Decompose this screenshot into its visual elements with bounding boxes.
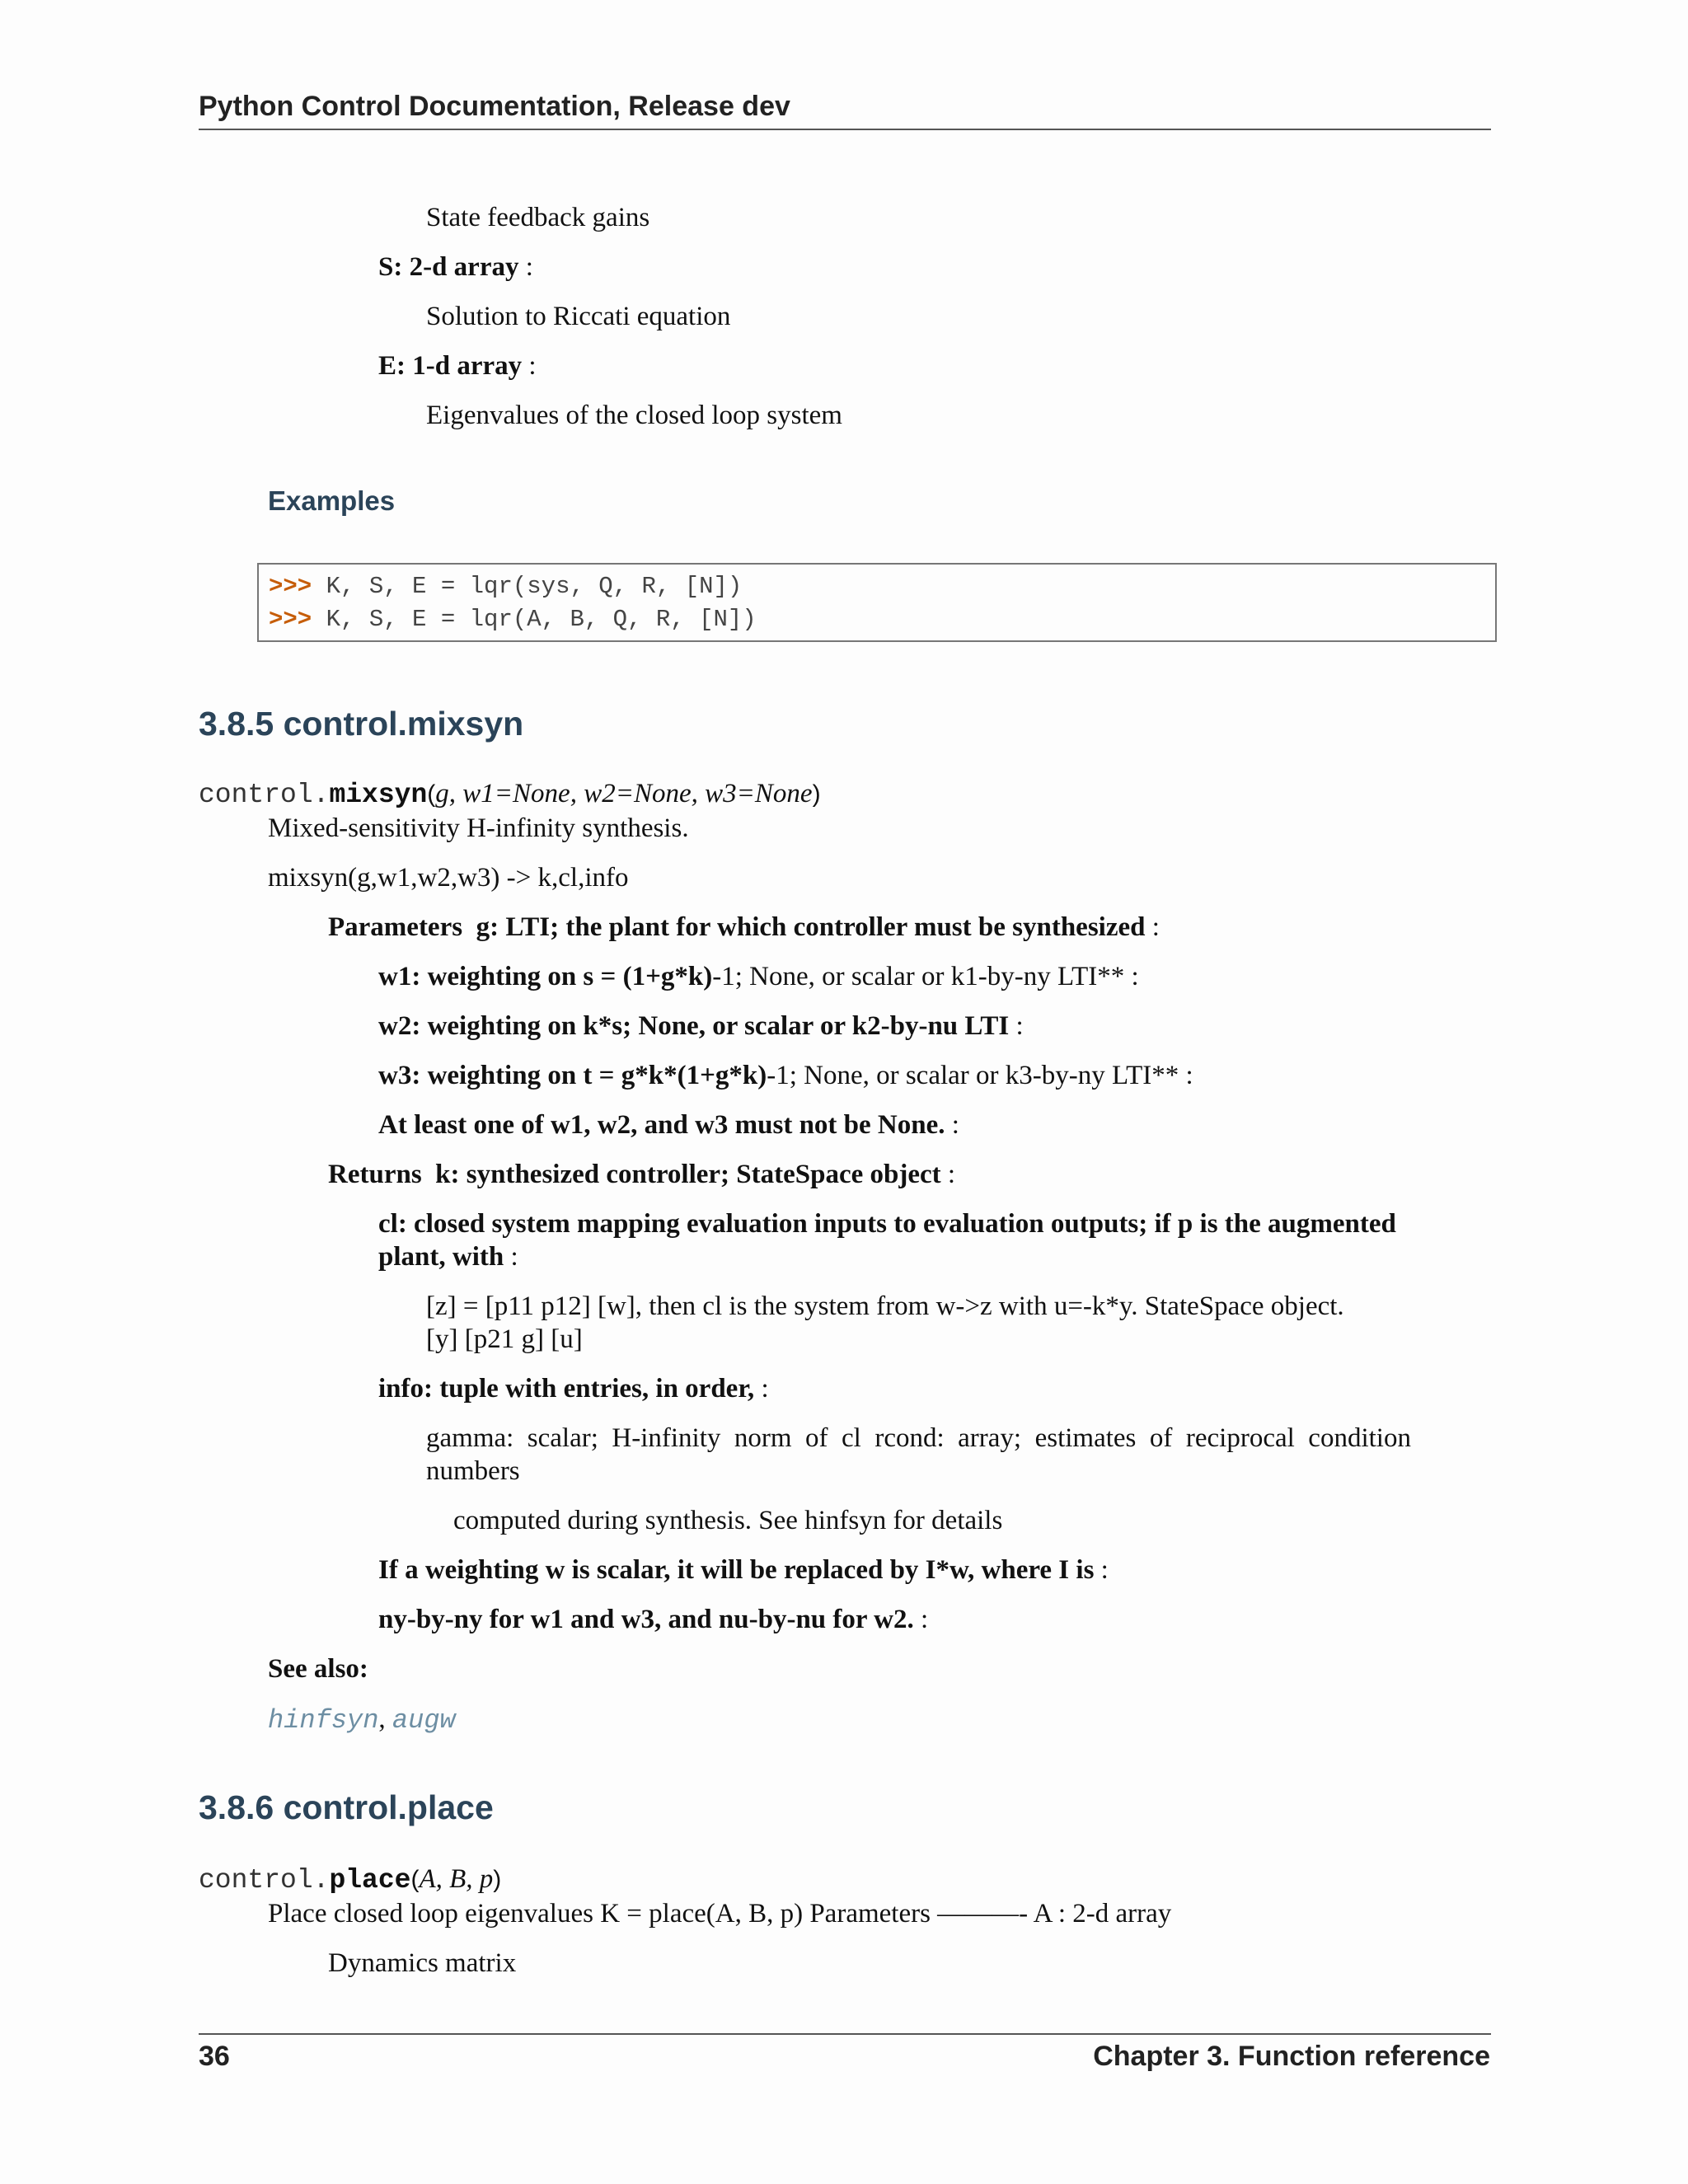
code-text: K, S, E = lqr(A, B, Q, R, [N]): [312, 606, 757, 633]
see-also-separator: ,: [378, 1704, 392, 1734]
return-info-description-2: numbers: [426, 1456, 520, 1486]
return-k-label: k: synthesized controller; StateSpace object: [435, 1160, 941, 1189]
mixsyn-signature: [199, 779, 821, 810]
signature-close-paren: ): [493, 1866, 502, 1893]
link-augw[interactable]: augw: [392, 1705, 456, 1736]
param-g-entry: Parameters g: LTI; the plant for which controller must be synthesized :: [328, 912, 1160, 942]
note-dimensions-label: ny-by-ny for w1 and w3, and nu-by-nu for w2.: [378, 1605, 914, 1634]
page-number: 36: [199, 2041, 230, 2072]
place-signature: [199, 1864, 501, 1896]
signature-name: mixsyn: [329, 780, 428, 810]
code-prompt: >>>: [269, 606, 312, 633]
return-info-description-1: gamma: scalar; H-infinity norm of cl rcond: array; estimates of reciprocal condition: [426, 1423, 1411, 1453]
code-line-2: [269, 606, 757, 633]
param-w2-label: w2: weighting on k*s; None, or scalar or k2-by-nu LTI: [378, 1011, 1010, 1041]
note-scalar-label: If a weighting w is scalar, it will be replaced by I*w, where I is: [378, 1555, 1095, 1585]
note-dimensions: ny-by-ny for w1 and w3, and nu-by-nu for w2. :: [378, 1605, 929, 1634]
return-cl-line-1: [378, 1207, 1396, 1240]
section-title-mixsyn: 3.8.5 control.mixsyn: [199, 705, 524, 743]
returns-s-description: Solution to Riccati equation: [426, 302, 731, 331]
see-also-label: [268, 1652, 368, 1685]
param-g-label: g: LTI; the plant for which controller must be synthesized: [476, 912, 1146, 942]
mixsyn-usage: mixsyn(g,w1,w2,w3) -> k,cl,info: [268, 863, 629, 893]
returns-k-description: State feedback gains: [426, 203, 650, 232]
signature-open-paren: (: [427, 780, 436, 808]
return-cl-label: cl: closed system mapping evaluation inputs to evaluation outputs; if p is the augmented: [378, 1209, 1396, 1239]
return-cl-label-cont: plant, with: [378, 1242, 504, 1272]
examples-heading: Examples: [268, 485, 396, 516]
return-info-entry: info: tuple with entries, in order, :: [378, 1374, 769, 1404]
param-w1-entry: [378, 960, 1139, 993]
running-header: Python Control Documentation, Release dev: [199, 91, 790, 122]
return-info-description-3: computed during synthesis. See hinfsyn for details: [453, 1506, 1003, 1535]
place-summary: Place closed loop eigenvalues K = place(A, B, p) Parameters ———- A : 2-d array: [268, 1899, 1172, 1929]
place-a-description: Dynamics matrix: [328, 1948, 517, 1978]
link-hinfsyn[interactable]: hinfsyn: [268, 1705, 379, 1736]
return-k-entry: Returns k: synthesized controller; StateSpace object :: [328, 1160, 956, 1189]
param-w3-label: w3: weighting on t = g*k*(1+g*k): [378, 1061, 767, 1090]
returns-s-label: S: 2-d array: [378, 252, 519, 282]
param-atleast-entry: At least one of w1, w2, and w3 must not be None. :: [378, 1110, 959, 1140]
signature-args: A, B, p: [419, 1864, 494, 1894]
code-prompt: >>>: [269, 573, 312, 600]
param-w1-rest: -1; None, or scalar or k1-by-ny LTI** :: [712, 962, 1139, 991]
returns-s-colon: :: [518, 252, 533, 282]
param-w2-entry: w2: weighting on k*s; None, or scalar or k2-by-nu LTI :: [378, 1011, 1024, 1041]
return-info-label: info: tuple with entries, in order,: [378, 1374, 755, 1404]
returns-label: Returns: [328, 1160, 422, 1189]
signature-name: place: [329, 1865, 411, 1896]
note-scalar-weighting: If a weighting w is scalar, it will be replaced by I*w, where I is :: [378, 1555, 1109, 1585]
return-cl-description-1: [z] = [p11 p12] [w], then cl is the system from w->z with u=-k*y. StateSpace object.: [426, 1291, 1344, 1321]
param-w3-rest: -1; None, or scalar or k3-by-ny LTI** :: [767, 1061, 1193, 1090]
footer-rule: [199, 2033, 1491, 2035]
code-line-1: [269, 573, 742, 600]
example-code-block: [257, 563, 1497, 642]
signature-module: control.: [199, 1865, 330, 1896]
signature-module: control.: [199, 780, 330, 810]
section-title-place: 3.8.6 control.place: [199, 1788, 494, 1826]
chapter-title: Chapter 3. Function reference: [1093, 2041, 1490, 2072]
see-also-heading: See also:: [268, 1654, 368, 1684]
returns-e-label: E: 1-d array: [378, 351, 523, 381]
returns-e-description: Eigenvalues of the closed loop system: [426, 401, 842, 430]
returns-s-entry: [378, 251, 533, 284]
signature-args: g, w1=None, w2=None, w3=None: [435, 779, 813, 808]
param-atleast-label: At least one of w1, w2, and w3 must not be None.: [378, 1110, 945, 1140]
mixsyn-summary: Mixed-sensitivity H-infinity synthesis.: [268, 813, 689, 843]
return-cl-description-2: [y] [p21 g] [u]: [426, 1324, 583, 1354]
signature-close-paren: ): [812, 780, 821, 808]
return-cl-line-2: plant, with :: [378, 1242, 518, 1272]
header-rule: [199, 129, 1491, 130]
code-text: K, S, E = lqr(sys, Q, R, [N]): [312, 573, 743, 600]
returns-e-colon: :: [522, 351, 537, 381]
returns-e-entry: [378, 349, 537, 382]
param-w3-entry: [378, 1059, 1193, 1092]
signature-open-paren: (: [410, 1866, 420, 1893]
param-w1-label: w1: weighting on s = (1+g*k): [378, 962, 713, 991]
see-also-links: [268, 1703, 456, 1736]
parameters-label: Parameters: [328, 912, 463, 942]
